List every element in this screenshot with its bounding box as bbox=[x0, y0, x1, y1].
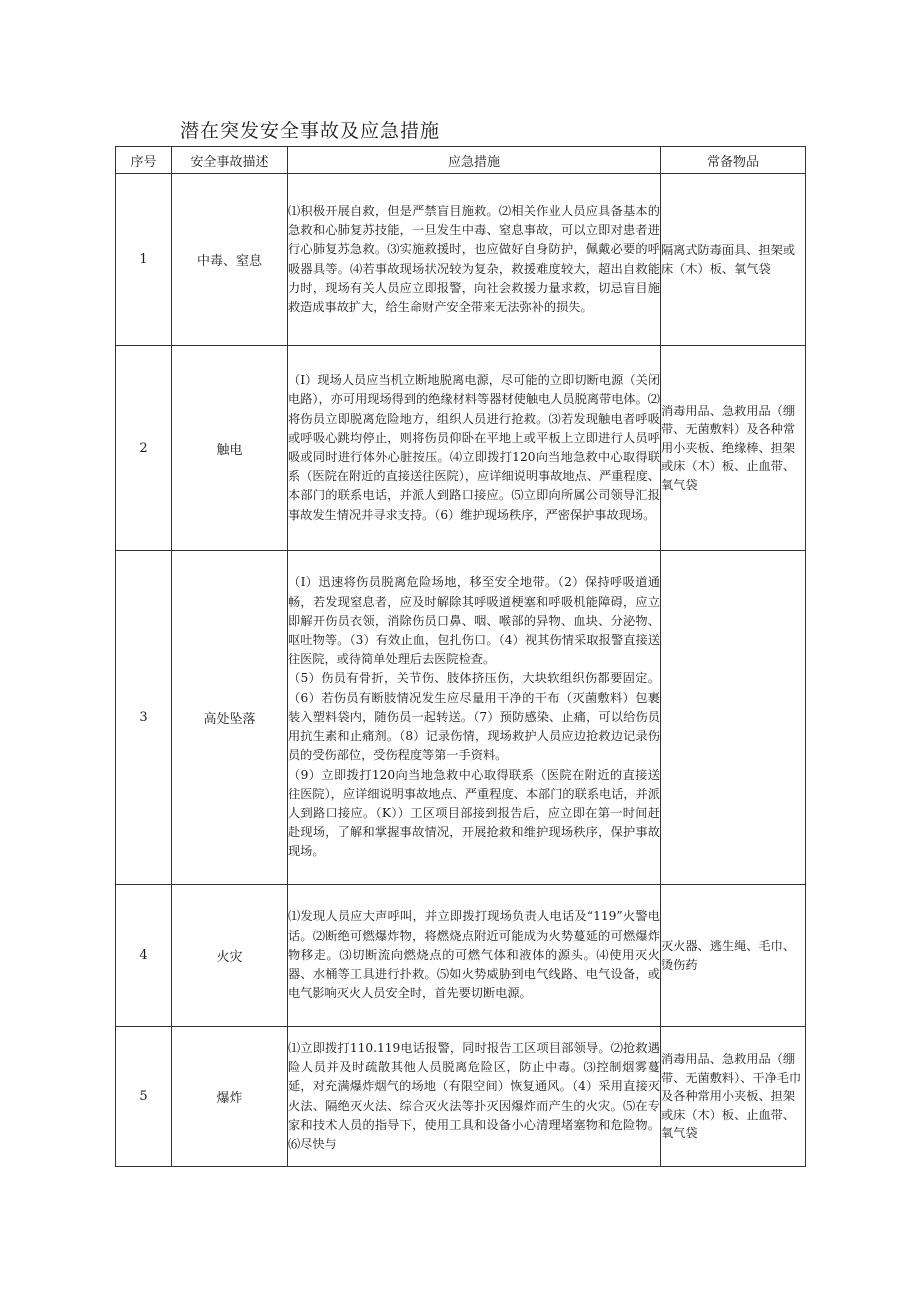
row-number: 4 bbox=[116, 885, 172, 1027]
accident-description: 火灾 bbox=[172, 885, 288, 1027]
emergency-measures-table bbox=[115, 146, 806, 1167]
table-row bbox=[116, 1027, 806, 1167]
measures-paragraph: ⑴积极开展自救，但是严禁盲目施救。⑵相关作业人员应具备基本的急救和心肺复苏技能，一旦发生中毒、窒息事故，可以立即对患者进行心肺复苏急救。⑶实施救援时，也应做好自身防护，佩戴必要的呼吸器具等。⑷若事故现场状况较为复杂，救援难度较大，超出自救能力时，现场有关人员应立即报警，向社会救援力量求救，切忌盲目施救造成事故扩大，给生命财产安全带来无法弥补的损失。 bbox=[288, 203, 660, 314]
table-row bbox=[116, 885, 806, 1027]
emergency-measures bbox=[288, 174, 661, 346]
header-accident: 安全事故描述 bbox=[172, 147, 288, 174]
emergency-measures bbox=[288, 885, 661, 1027]
measures-paragraph: ⑴发现人员应大声呼叫，并立即拨打现场负责人电话及“119”火警电话。⑵断绝可燃爆炸物，将燃烧点附近可能成为火势蔓延的可燃爆炸物移走。⑶切断流向燃烧点的可燃气体和液体的源头。⑷使用灭火器、水桶等工具进行扑救。⑸如火势威胁到电气线路、电气设备，或电气影响灭火人员安全时，首先要切断电源。 bbox=[288, 909, 660, 1001]
row-number: 5 bbox=[116, 1027, 172, 1167]
row-number: 3 bbox=[116, 551, 172, 885]
measures-paragraph: （5）伤员有骨折，关节伤、肢体挤压伤，大块软组织伤都要固定。（6）若伤员有断肢情况发生应尽量用干净的干布（灭菌敷料）包裹装入塑料袋内，随伤员一起转送。（7）预防感染、止痛，可以给伤员用抗生素和止痛剂。（8）记录伤情，现场救护人员应边抢救边记录伤员的受伤部位，受伤程度等第一手资料。 bbox=[288, 671, 660, 763]
header-no: 序号 bbox=[116, 147, 172, 174]
measures-paragraph: ⑴立即拨打110.119电话报警，同时报告工区项目部领导。⑵抢救遇险人员并及时疏散其他人员脱离危险区，防止中毒。⑶控制烟雾蔓延，对充满爆炸烟气的场地（有限空间）恢复通风。（4）采用直接灭火法、隔绝灭火法、综合灭火法等扑灭因爆炸而产生的火灾。⑸在专家和技术人员的指导下，使用工具和设备小心清理堵塞物和危险物。⑹尽快与 bbox=[288, 1040, 660, 1151]
accident-description: 高处坠落 bbox=[172, 551, 288, 885]
measures-paragraph: （9）立即拨打120向当地急救中心取得联系（医院在附近的直接送往医院），应详细说明事故地点、严重程度、本部门的联系电话，并派人到路口接应。（K））工区项目部接到报告后，应立即在第一时间赶赴现场，了解和掌握事故情况，开展抢救和维护现场秩序，保护事故现场。 bbox=[288, 767, 660, 859]
emergency-measures bbox=[288, 1027, 661, 1167]
table-row bbox=[116, 551, 806, 885]
document-title: 潜在突发安全事故及应急措施 bbox=[180, 120, 441, 142]
table-header-row bbox=[116, 147, 806, 174]
measures-paragraph: （I）迅速将伤员脱离危险场地，移至安全地带。（2）保持呼吸道通畅，若发现窒息者，应及时解除其呼吸道梗塞和呼吸机能障碍，应立即解开伤员衣领，消除伤员口鼻、咽、喉部的异物、血块、分泌物、呕吐物等。（3）有效止血，包扎伤口。（4）视其伤情采取报警直接送往医院，或待简单处理后去医院检查。 bbox=[288, 575, 660, 667]
accident-description: 触电 bbox=[172, 346, 288, 551]
measures-paragraph: （I）现场人员应当机立断地脱离电源，尽可能的立即切断电源（关闭电路），亦可用现场得到的绝缘材料等器材使触电人员脱离带电体。⑵将伤员立即脱离危险地方，组织人员进行抢救。⑶若发现触电者呼吸或呼吸心跳均停止，则将伤员仰卧在平地上或平板上立即进行人员呼吸或同时进行体外心脏按压。⑷立即拨打120向当地急救中心取得联系（医院在附近的直接送往医院），应详细说明事故地点、严重程度、本部门的联系电话，并派人到路口接应。⑸立即向所属公司领导汇报事故发生情况并寻求支持。（6）维护现场秩序，严密保护事故现场。 bbox=[288, 373, 660, 522]
standby-supplies bbox=[661, 551, 806, 885]
emergency-measures bbox=[288, 551, 661, 885]
row-number: 2 bbox=[116, 346, 172, 551]
accident-description: 爆炸 bbox=[172, 1027, 288, 1167]
row-number: 1 bbox=[116, 174, 172, 346]
header-measures: 应急措施 bbox=[288, 147, 661, 174]
accident-description: 中毒、窒息 bbox=[172, 174, 288, 346]
standby-supplies: 隔离式防毒面具、担架或床（木）板、氧气袋 bbox=[661, 174, 806, 346]
standby-supplies: 消毒用品、急救用品（绷带、无菌敷料）、干净毛巾及各种常用小夹板、担架或床（木）板、止血带、氧气袋 bbox=[661, 1027, 806, 1167]
header-supplies: 常备物品 bbox=[661, 147, 806, 174]
table-row bbox=[116, 346, 806, 551]
table-row bbox=[116, 174, 806, 346]
standby-supplies: 消毒用品、急救用品（绷带、无菌敷料）及各种常用小夹板、绝缘棒、担架或床（木）板、止血带、氧气袋 bbox=[661, 346, 806, 551]
emergency-measures bbox=[288, 346, 661, 551]
standby-supplies: 灭火器、逃生绳、毛巾、烫伤药 bbox=[661, 885, 806, 1027]
